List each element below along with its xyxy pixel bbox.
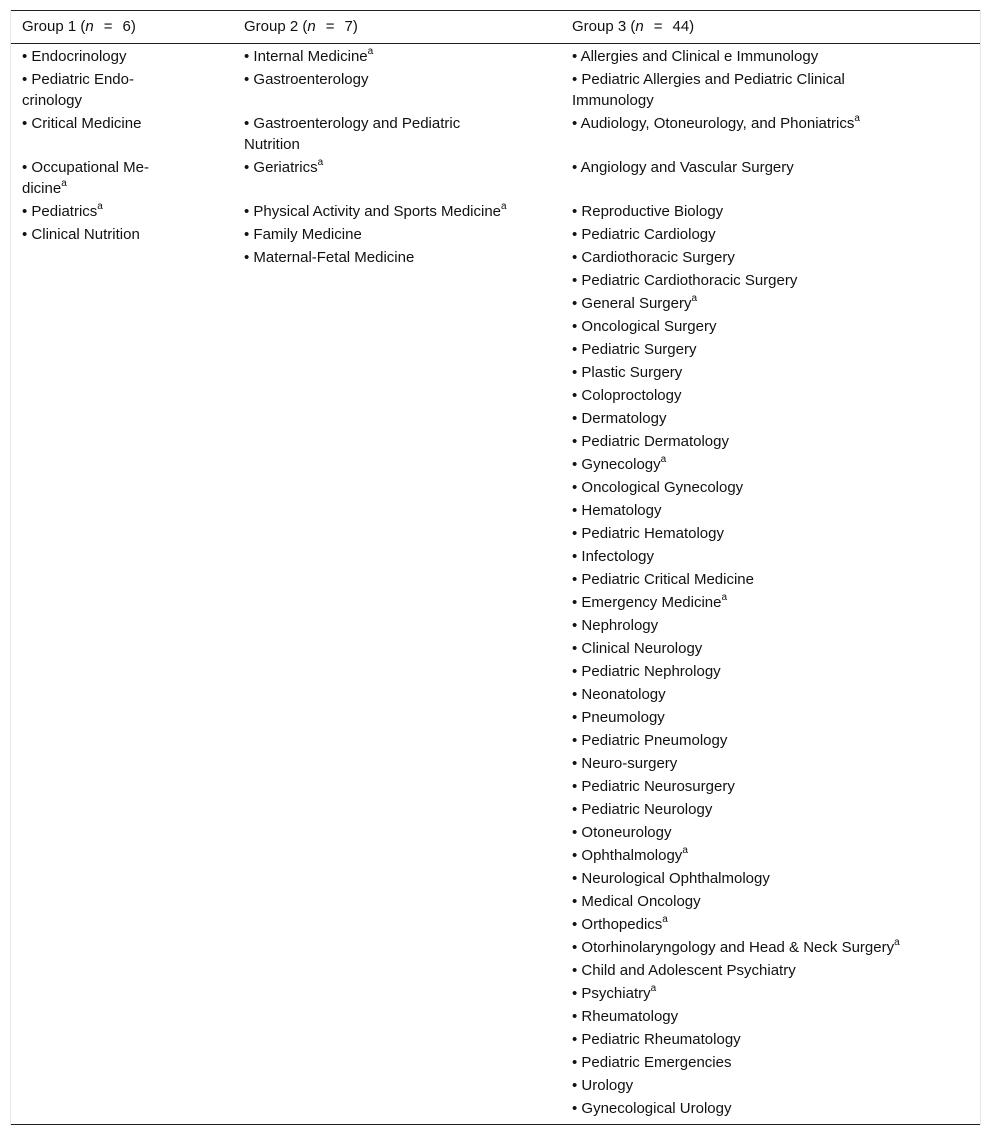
list-item-text: • Oncological Surgery (572, 318, 717, 335)
list-item-text: • Internal Medicine (244, 48, 368, 65)
header-group-2 (244, 17, 358, 37)
list-item-text: • Pediatric Neurosurgery (572, 778, 735, 795)
list-item (22, 201, 103, 222)
list-item-text: • Pediatric Rheumatology (572, 1031, 741, 1048)
list-item (244, 224, 362, 245)
list-item (572, 845, 688, 866)
list-item (572, 454, 666, 475)
list-item-text: • Oncological Gynecology (572, 479, 744, 496)
list-item-text: • Gastroenterology and Pediatric Nutrition (244, 115, 461, 153)
list-item (572, 431, 729, 452)
list-item-text: • Pediatrics (22, 203, 98, 220)
list-item (572, 638, 702, 659)
footnote-mark: a (721, 592, 728, 603)
list-item (572, 822, 671, 843)
list-item-text: • Nephrology (572, 617, 659, 634)
list-item-text: • Hematology (572, 502, 662, 519)
list-item (572, 157, 794, 178)
list-item (244, 157, 323, 178)
footnote-mark: a (854, 113, 860, 124)
list-item (572, 46, 818, 67)
list-item (572, 1098, 732, 1119)
specialties-table (10, 10, 981, 1125)
list-item-text: • Cardiothoracic Surgery (572, 249, 735, 266)
header-group-3 (572, 17, 694, 37)
list-item (572, 868, 770, 889)
list-item-text: • Maternal-Fetal Medicine (244, 249, 415, 266)
list-item (244, 201, 507, 222)
footnote-mark: a (660, 454, 667, 465)
header-prefix: Group 1 ( (22, 18, 86, 35)
table-top-rule (11, 10, 980, 11)
list-item (572, 707, 665, 728)
list-item (572, 316, 717, 337)
header-n: n (307, 18, 316, 35)
header-equals: = (325, 18, 335, 35)
list-item-text: • Audiology, Otoneurology, and Phoniatrics (572, 115, 855, 132)
list-item (22, 69, 157, 111)
list-item-text: • Physical Activity and Sports Medicine (244, 203, 502, 220)
header-prefix: Group 2 ( (244, 18, 308, 35)
table-header-rule (11, 43, 980, 44)
list-item-text: • Plastic Surgery (572, 364, 683, 381)
list-item (572, 523, 724, 544)
list-item (572, 113, 860, 134)
list-item-text: • Endocrinology (22, 48, 127, 65)
footnote-mark: a (691, 293, 698, 304)
list-item-text: • General Surgery (572, 295, 692, 312)
list-item (572, 615, 658, 636)
footnote-mark: a (894, 937, 900, 948)
list-item (572, 730, 727, 751)
list-item-text: • Pediatric Surgery (572, 341, 697, 358)
list-item-text: • Pediatric Pneumology (572, 732, 728, 749)
list-item (572, 592, 727, 613)
list-item (572, 753, 677, 774)
footnote-mark: a (662, 914, 668, 925)
list-item (22, 46, 126, 67)
list-item (572, 362, 682, 383)
header-count: 7 (344, 18, 353, 35)
list-item-text: • Pediatric Nephrology (572, 663, 721, 680)
list-item-text: • Ophthalmology (572, 847, 683, 864)
list-item-text: • Pediatric Cardiology (572, 226, 716, 243)
list-item-text: • Critical Medicine (22, 115, 142, 132)
list-item (572, 477, 743, 498)
list-item (572, 914, 668, 935)
list-item-text: • Reproductive Biology (572, 203, 724, 220)
list-item-text: • Pneumology (572, 709, 665, 726)
footnote-mark: a (317, 157, 324, 168)
list-item-text: • Otorhinolaryngology and Head & Neck Surgery (572, 939, 895, 956)
list-item (572, 339, 696, 360)
list-item (244, 247, 414, 268)
list-item (572, 799, 712, 820)
list-item (244, 69, 368, 90)
list-item-text: • Pediatric Allergies and Pediatric Clinical Immunology (572, 71, 845, 109)
list-item-text: • Neonatology (572, 686, 666, 703)
list-item (244, 46, 373, 67)
list-item-text: • Gastroenterology (244, 71, 369, 88)
list-item (572, 569, 754, 590)
list-item-text: • Neurological Ophthalmology (572, 870, 770, 887)
list-item (572, 776, 735, 797)
footnote-mark: a (367, 46, 374, 57)
list-item (572, 293, 697, 314)
list-item-text: • Pediatric Cardiothoracic Surgery (572, 272, 798, 289)
list-item (572, 201, 723, 222)
list-item (22, 113, 141, 134)
list-item-text: • Family Medicine (244, 226, 362, 243)
list-item-text: • Allergies and Clinical e Immunology (572, 48, 819, 65)
list-item-text: • Pediatric Dermatology (572, 433, 729, 450)
list-item (572, 1006, 678, 1027)
list-item-text: • Infectology (572, 548, 654, 565)
list-item-text: • Pediatric Endo-crinology (22, 71, 134, 109)
list-item-text: • Coloproctology (572, 387, 682, 404)
list-item-text: • Angiology and Vascular Surgery (572, 159, 794, 176)
list-item-text: • Clinical Neurology (572, 640, 703, 657)
list-item (22, 157, 172, 199)
list-item-text: • Geriatrics (244, 159, 318, 176)
list-item-text: • Pediatric Hematology (572, 525, 724, 542)
list-item (572, 500, 661, 521)
footnote-mark: a (97, 201, 103, 212)
footnote-mark: a (650, 983, 657, 994)
list-item-text: • Neuro-surgery (572, 755, 678, 772)
list-item (572, 960, 796, 981)
header-suffix: ) (352, 18, 358, 35)
footnote-mark: a (61, 178, 67, 189)
list-item-text: • Medical Oncology (572, 893, 701, 910)
list-item-text: • Clinical Nutrition (22, 226, 140, 243)
list-item-text: • Gynecological Urology (572, 1100, 732, 1117)
list-item (22, 224, 140, 245)
list-item (572, 1029, 741, 1050)
header-suffix: ) (130, 18, 136, 35)
table-bottom-rule (11, 1124, 980, 1125)
list-item-text: • Pediatric Emergencies (572, 1054, 732, 1071)
header-n: n (635, 18, 644, 35)
list-item (572, 385, 681, 406)
list-item (572, 546, 654, 567)
list-item-text: • Otoneurology (572, 824, 672, 841)
list-item-text: • Orthopedics (572, 916, 663, 933)
list-item (572, 1052, 732, 1073)
list-item (572, 247, 735, 268)
list-item (572, 661, 721, 682)
list-item (572, 69, 882, 111)
list-item-text: • Gynecology (572, 456, 661, 473)
list-item-text: • Emergency Medicine (572, 594, 722, 611)
header-equals: = (103, 18, 113, 35)
list-item-text: • Rheumatology (572, 1008, 679, 1025)
list-item (572, 224, 716, 245)
header-group-1 (22, 17, 136, 37)
list-item-text: • Urology (572, 1077, 634, 1094)
header-suffix: ) (689, 18, 695, 35)
list-item (572, 684, 666, 705)
header-n: n (85, 18, 94, 35)
list-item-text: • Psychiatry (572, 985, 651, 1002)
list-item (572, 891, 701, 912)
footnote-mark: a (682, 845, 688, 856)
header-prefix: Group 3 ( (572, 18, 636, 35)
list-item-text: • Occupational Me-dicine (22, 159, 149, 197)
header-equals: = (653, 18, 663, 35)
list-item-text: • Pediatric Neurology (572, 801, 713, 818)
list-item (572, 408, 666, 429)
list-item-text: • Pediatric Critical Medicine (572, 571, 754, 588)
list-item-text: • Child and Adolescent Psychiatry (572, 962, 796, 979)
list-item (572, 983, 656, 1004)
header-count: 44 (672, 18, 690, 35)
list-item-text: • Dermatology (572, 410, 667, 427)
list-item (244, 113, 484, 155)
footnote-mark: a (501, 201, 507, 212)
list-item (572, 937, 900, 958)
list-item (572, 1075, 633, 1096)
list-item (572, 270, 797, 291)
header-count: 6 (122, 18, 131, 35)
